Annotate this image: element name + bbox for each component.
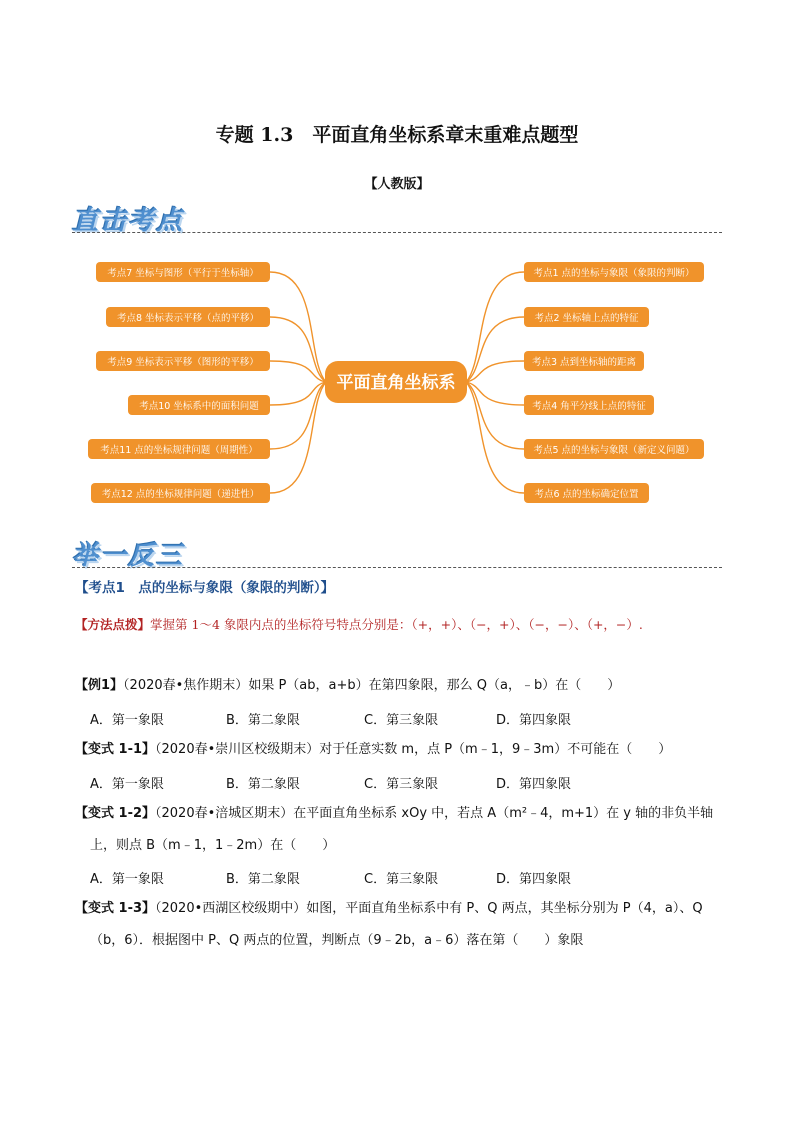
variant-1-2-text-a: 在平面直角坐标系 xOy 中，若点 A（m²﹣4，m+1）在 y 轴的非负半轴 — [293, 806, 714, 821]
mind-map-node-label: 考点3 点到坐标轴的距离 — [531, 357, 637, 368]
dashed-divider — [72, 232, 722, 233]
variant-1-2 — [75, 804, 735, 824]
mind-map-node-label: 考点7 坐标与图形（平行于坐标轴） — [107, 268, 259, 279]
mind-map-branch — [270, 382, 326, 493]
example-1-text: 如果 P（ab，a+b）在第四象限，那么 Q（a，﹣b）在（ ） — [248, 678, 621, 693]
mind-map — [0, 248, 794, 508]
mind-map-node-left — [88, 439, 270, 459]
mind-map-node-right — [524, 307, 649, 327]
option-d: D．第四象限 — [496, 777, 572, 792]
variant-1-3-cont: （b，6）．根据图中 P、Q 两点的位置，判断点（9﹣2b，a﹣6）落在第（ ）象限 — [90, 933, 584, 948]
method-tip — [75, 612, 725, 638]
mind-map-branch — [270, 382, 326, 449]
mind-map-node-right — [524, 439, 704, 459]
mind-map-branch — [466, 382, 524, 493]
mind-map-node-label: 考点2 坐标轴上点的特征 — [534, 313, 639, 324]
variant-1-1-options — [90, 773, 730, 793]
option-c: C．第三象限 — [364, 713, 439, 728]
mind-map-node-label: 考点1 点的坐标与象限（象限的判断） — [533, 268, 695, 279]
variant-1-3 — [75, 899, 735, 919]
method-tip-label: 【方法点拨】 — [75, 617, 151, 632]
variant-1-1-text: 对于任意实数 m，点 P（m﹣1，9﹣3m）不可能在（ ） — [319, 742, 672, 757]
dashed-divider — [72, 567, 722, 568]
key-point-1-title: 【考点1 点的坐标与象限（象限的判断）】 — [75, 580, 335, 596]
variant-1-1-source: （2020春•崇川区校级期末） — [155, 742, 320, 757]
section-title-key-points: 直击考点 — [72, 206, 185, 236]
mind-map-branch — [466, 382, 524, 449]
variant-1-1-label: 【变式 1-1】 — [75, 742, 156, 757]
method-tip-text: 掌握第 1～4 象限内点的坐标符号特点分别是：（+，+）、（−，+）、（−，−）、（+，−）. — [150, 617, 643, 632]
variant-1-1 — [75, 740, 735, 760]
section-header-practice — [72, 535, 722, 571]
mind-map-node-left — [96, 262, 270, 282]
variant-1-2-label: 【变式 1-2】 — [75, 806, 156, 821]
option-b: B．第二象限 — [226, 713, 300, 728]
mind-map-node-label: 考点11 点的坐标规律问题（周期性） — [100, 445, 258, 456]
mind-map-node-left — [96, 351, 270, 371]
mind-map-node-right — [524, 395, 654, 415]
example-1-source: （2020春•焦作期末） — [123, 678, 249, 693]
mind-map-node-label: 考点9 坐标表示平移（图形的平移） — [107, 357, 259, 368]
mind-map-center — [325, 361, 467, 403]
mind-map-node-label: 考点5 点的坐标与象限（新定义问题） — [533, 445, 695, 456]
section-title-practice: 举一反三 — [72, 541, 185, 571]
example-1 — [75, 676, 735, 696]
option-b: B．第二象限 — [226, 777, 300, 792]
option-a: A．第一象限 — [90, 777, 164, 792]
option-d: D．第四象限 — [496, 872, 572, 887]
mind-map-node-label: 考点10 坐标系中的面积问题 — [139, 401, 259, 412]
edition-label: 【人教版】 — [364, 177, 430, 192]
mind-map-node-left — [128, 395, 270, 415]
mind-map-node-left — [106, 307, 270, 327]
variant-1-2-cont: 上，则点 B（m﹣1，1﹣2m）在（ ） — [90, 838, 336, 853]
option-a: A．第一象限 — [90, 713, 164, 728]
page-title: 专题 1.3 平面直角坐标系章末重难点题型 — [215, 124, 579, 146]
section-header-key-points — [72, 200, 722, 236]
mind-map-center-label: 平面直角坐标系 — [336, 373, 456, 393]
mind-map-node-label: 考点12 点的坐标规律问题（递进性） — [101, 489, 260, 500]
option-c: C．第三象限 — [364, 777, 439, 792]
mind-map-branch — [270, 317, 326, 382]
option-a: A．第一象限 — [90, 872, 164, 887]
variant-1-2-options — [90, 868, 730, 888]
variant-1-3-text-a: 如图，平面直角坐标系中有 P、Q 两点，其坐标分别为 P（4，a）、Q — [306, 901, 703, 916]
example-1-options — [90, 709, 730, 729]
mind-map-node-right — [524, 483, 649, 503]
mind-map-node-right — [524, 262, 704, 282]
option-d: D．第四象限 — [496, 713, 572, 728]
variant-1-3-label: 【变式 1-3】 — [75, 901, 156, 916]
option-c: C．第三象限 — [364, 872, 439, 887]
option-b: B．第二象限 — [226, 872, 300, 887]
mind-map-node-right — [524, 351, 644, 371]
mind-map-node-left — [91, 483, 270, 503]
mind-map-node-label: 考点8 坐标表示平移（点的平移） — [116, 313, 260, 324]
variant-1-2-source: （2020春•涪城区期末） — [155, 806, 294, 821]
variant-1-3-source: （2020•西湖区校级期中） — [155, 901, 307, 916]
mind-map-branch — [466, 317, 524, 382]
mind-map-node-label: 考点4 角平分线上点的特征 — [532, 401, 646, 412]
mind-map-node-label: 考点6 点的坐标确定位置 — [534, 489, 639, 500]
example-1-label: 【例1】 — [75, 678, 124, 693]
